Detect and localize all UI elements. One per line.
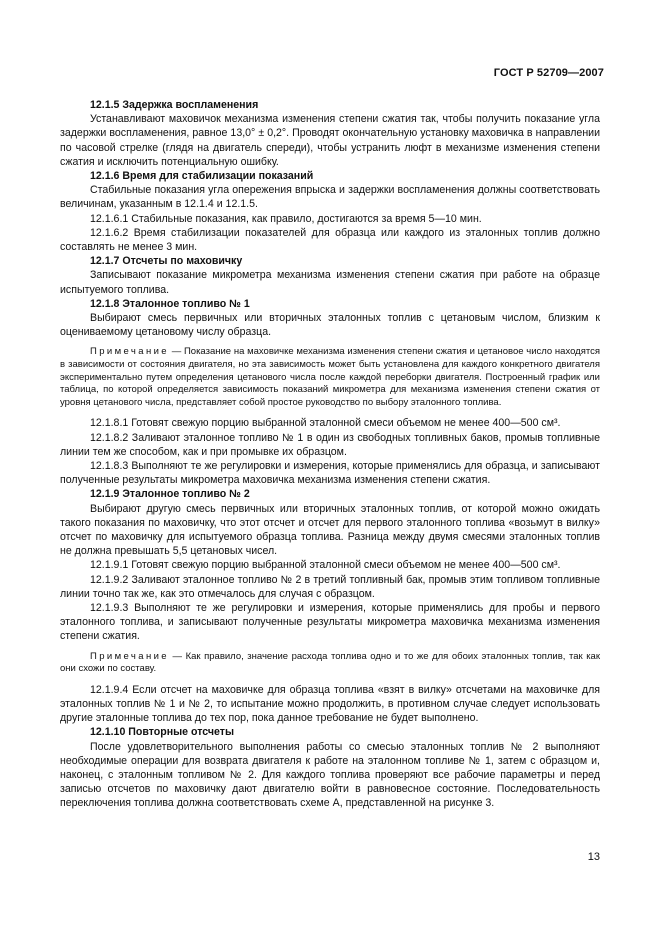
- section-heading: 12.1.7 Отсчеты по маховичку: [90, 255, 243, 268]
- body-paragraph: 12.1.9.4 Если отсчет на маховичке для образца топлива «взят в вилку» отсчетами на маховичке для эталонных топлив № 1 и № 2, то испытание можно продолжить, в противном случае следует использовать другие эталонные топлива до тех пор, пока данное требование не будет выполнено.: [60, 683, 600, 725]
- note-label: Примечание: [90, 346, 169, 358]
- body-paragraph: Стабильные показания угла опережения впрыска и задержки воспламенения должны соответствовать величинам, указанным в 12.1.4 и 12.1.5.: [60, 184, 600, 211]
- body-paragraph: Записывают показание микрометра механизма изменения степени сжатия при работе на образце испытуемого топлива.: [60, 269, 600, 296]
- body-paragraph: 12.1.8.1 Готовят свежую порцию выбранной эталонной смеси объемом не менее 400—500 см³.: [90, 417, 561, 430]
- body-paragraph: Устанавливают маховичок механизма изменения степени сжатия так, чтобы получить показание угла задержки воспламенения, равное 13,0° ± 0,2°. Проводят окончательную установку маховичка в направлении по часовой стрелке (глядя на двигатель спереди), чтобы устранить люфт в механизме изменения степени сжатия и исключить потенциальную ошибку.: [60, 113, 600, 168]
- body-paragraph: Выбирают смесь первичных или вторичных эталонных топлив с цетановым числом, близким к оцениваемому цетановому числу образца.: [60, 312, 600, 339]
- body-paragraph: После удовлетворительного выполнения работы со смесью эталонных топлив № 2 выполняют необходимые операции для возврата двигателя к работе на эталонном топливе № 1, затем с образцом и, наконец, с эталонным топливом № 2. Для каждого топлива проверяют все рабочие параметры и перед записью отсчетов по маховичку дают двигателю войти в равновесное состояние. Последовательность переключения топлива должна соответствовать схеме А, представленной на рисунке 3.: [60, 740, 600, 810]
- section-heading: 12.1.10 Повторные отсчеты: [90, 726, 235, 739]
- body-paragraph: 12.1.9.3 Выполняют те же регулировки и измерения, которые применялись для пробы и первого эталонного топлива, и записывают полученные результаты микрометра маховичка механизма изменения степени сжатия.: [60, 602, 600, 643]
- standard-header: ГОСТ Р 52709—2007: [493, 67, 604, 79]
- note-paragraph: [60, 651, 600, 676]
- section-heading: 12.1.6 Время для стабилизации показаний: [90, 170, 314, 183]
- page-number: 13: [587, 851, 600, 863]
- note-text: — Показание на маховичке механизма изменения степени сжатия и цетановое число находятся в зависимости от состояния двигателя, но эта зависимость может быть установлена для каждого конкретного двигателя экспериментально путем определения цетанового числа после каждой переборки двигателя. Построенный график или таблица, по которой определяется зависимость показаний микрометра для механизма изменения степени сжатия от уровня цетанового числа, представляет собой простое руководство по выбору эталонного топлива.: [60, 346, 600, 408]
- body-paragraph: 12.1.9.1 Готовят свежую порцию выбранной эталонной смеси объемом не менее 400—500 см³.: [90, 559, 561, 572]
- note-paragraph: [60, 346, 600, 409]
- body-paragraph: 12.1.6.1 Стабильные показания, как правило, достигаются за время 5—10 мин.: [90, 212, 482, 225]
- body-paragraph: 12.1.8.2 Заливают эталонное топливо № 1 в один из свободных топливных баков, промыв топливные линии тем же способом, как и при промывке их образцом.: [60, 431, 600, 458]
- body-paragraph: 12.1.6.2 Время стабилизации показателей для образца или каждого из эталонных топлив должно составлять не менее 3 мин.: [60, 226, 600, 254]
- body-paragraph: 12.1.8.3 Выполняют те же регулировки и измерения, которые применялись для образца, и записывают полученные результаты микрометра маховичка механизма изменения степени сжатия.: [60, 460, 600, 487]
- section-heading: 12.1.9 Эталонное топливо № 2: [90, 488, 250, 501]
- body-paragraph: Выбирают другую смесь первичных или вторичных эталонных топлив, от которой можно ожидать такого показания по маховичку, что этот отсчет и отсчет для первого эталонного топлива «возьмут в вилку» отсчет по маховичку для испытуемого образца топлива. Разница между двумя смесями эталонных топлив не должна превышать 5,5 цетановых чисел.: [60, 502, 600, 558]
- document-body: [60, 98, 600, 811]
- section-heading: 12.1.8 Эталонное топливо № 1: [90, 297, 250, 310]
- note-text: — Как правило, значение расхода топлива одно и то же для обоих эталонных топлив, так как они схожи по составу.: [60, 650, 600, 675]
- section-heading: 12.1.5 Задержка воспламенения: [90, 99, 259, 111]
- note-label: Примечание: [90, 650, 169, 662]
- body-paragraph: 12.1.9.2 Заливают эталонное топливо № 2 в третий топливный бак, промыв этим топливом топливные линии точно так же, как это отмечалось для случая с образцом.: [60, 573, 600, 600]
